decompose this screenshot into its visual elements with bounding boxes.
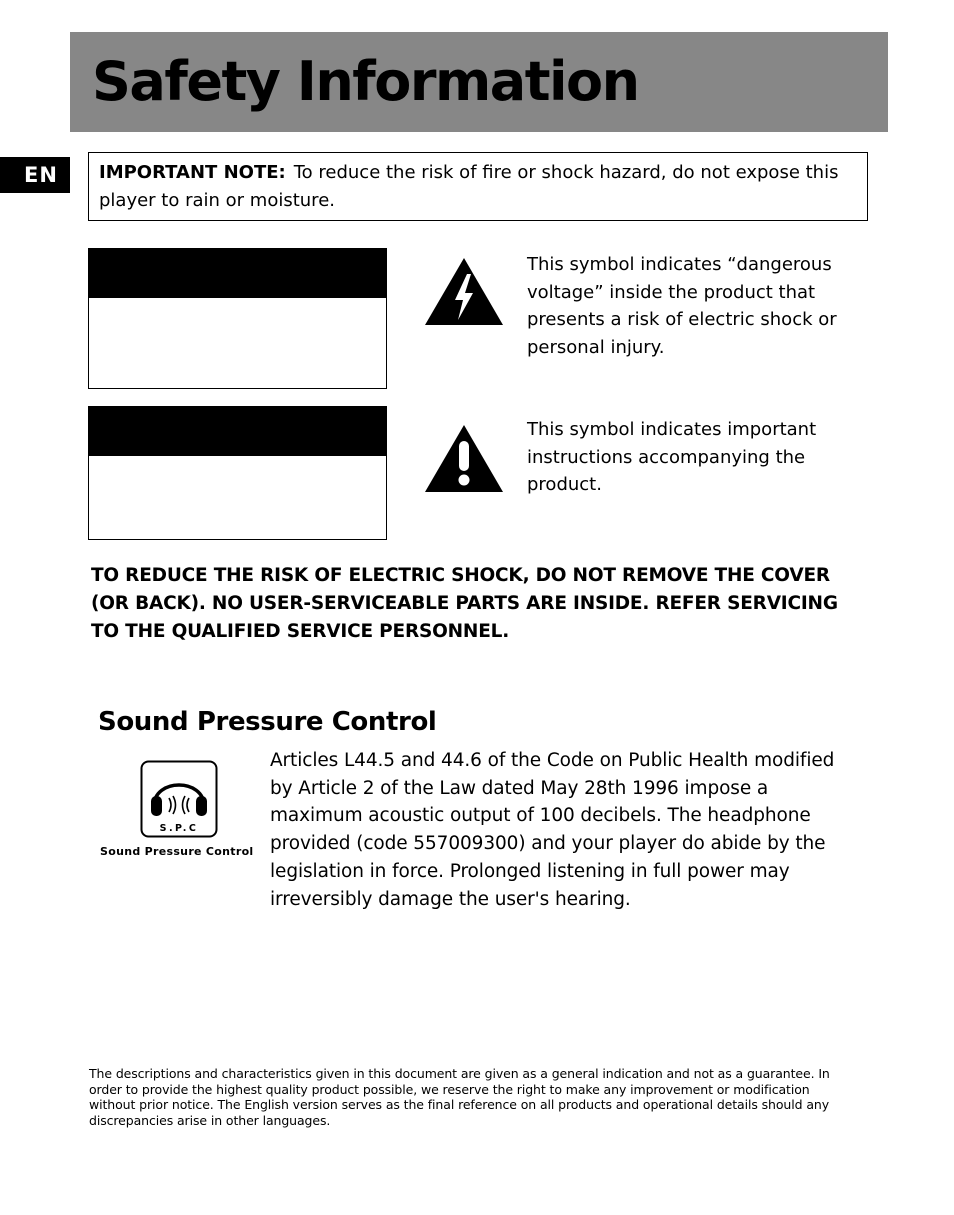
lightning-warning-icon bbox=[424, 256, 504, 326]
important-note-label: IMPORTANT NOTE: bbox=[99, 162, 286, 183]
spc-logo-text: S.P.C bbox=[159, 823, 199, 834]
caution-box-1 bbox=[88, 248, 387, 389]
spc-logo-caption: Sound Pressure Control bbox=[100, 845, 254, 858]
sound-pressure-body: Articles L44.5 and 44.6 of the Code on Public Health modified by Article 2 of the Law dated May 28th 1996 impose a maximum acoustic output of 100 decibels. The headphone provided (code 557009300) and your player do abide by the legislation in force. Prolonged listening in full power may irreversibly damage the user's hearing. bbox=[270, 750, 835, 910]
important-note-box bbox=[88, 152, 868, 221]
exclamation-warning-icon bbox=[424, 423, 504, 493]
disclaimer-text: The descriptions and characteristics given in this document are given as a general indication and not as a guarantee. In order to provide the highest quality product possible, we reserve the right to make any improvement or modification without prior notice. The English version serves as the final reference on all products and operational details should any discrepancies arise in other languages. bbox=[89, 1066, 830, 1128]
voltage-symbol-description: This symbol indicates “dangerous voltage” inside the product that presents a risk of electric shock or personal injury. bbox=[527, 254, 837, 358]
title-bar bbox=[70, 32, 888, 132]
caution-box-1-header bbox=[89, 249, 386, 298]
important-note-text: To reduce the risk of fire or shock hazard, do not expose this player to rain or moisture. bbox=[99, 162, 839, 211]
language-tab: EN bbox=[0, 157, 70, 193]
headphones-spc-icon bbox=[140, 760, 218, 838]
electric-shock-warning: TO REDUCE THE RISK OF ELECTRIC SHOCK, DO NOT REMOVE THE COVER (OR BACK). NO USER-SERVICEABLE PARTS ARE INSIDE. REFER SERVICING TO THE QUALIFIED SERVICE PERSONNEL. bbox=[91, 565, 838, 642]
caution-box-2 bbox=[88, 406, 387, 540]
page-title: Safety Information bbox=[92, 50, 639, 113]
instructions-symbol-description: This symbol indicates important instructions accompanying the product. bbox=[527, 419, 817, 495]
sound-pressure-heading: Sound Pressure Control bbox=[98, 707, 437, 737]
caution-box-2-header bbox=[89, 407, 386, 456]
